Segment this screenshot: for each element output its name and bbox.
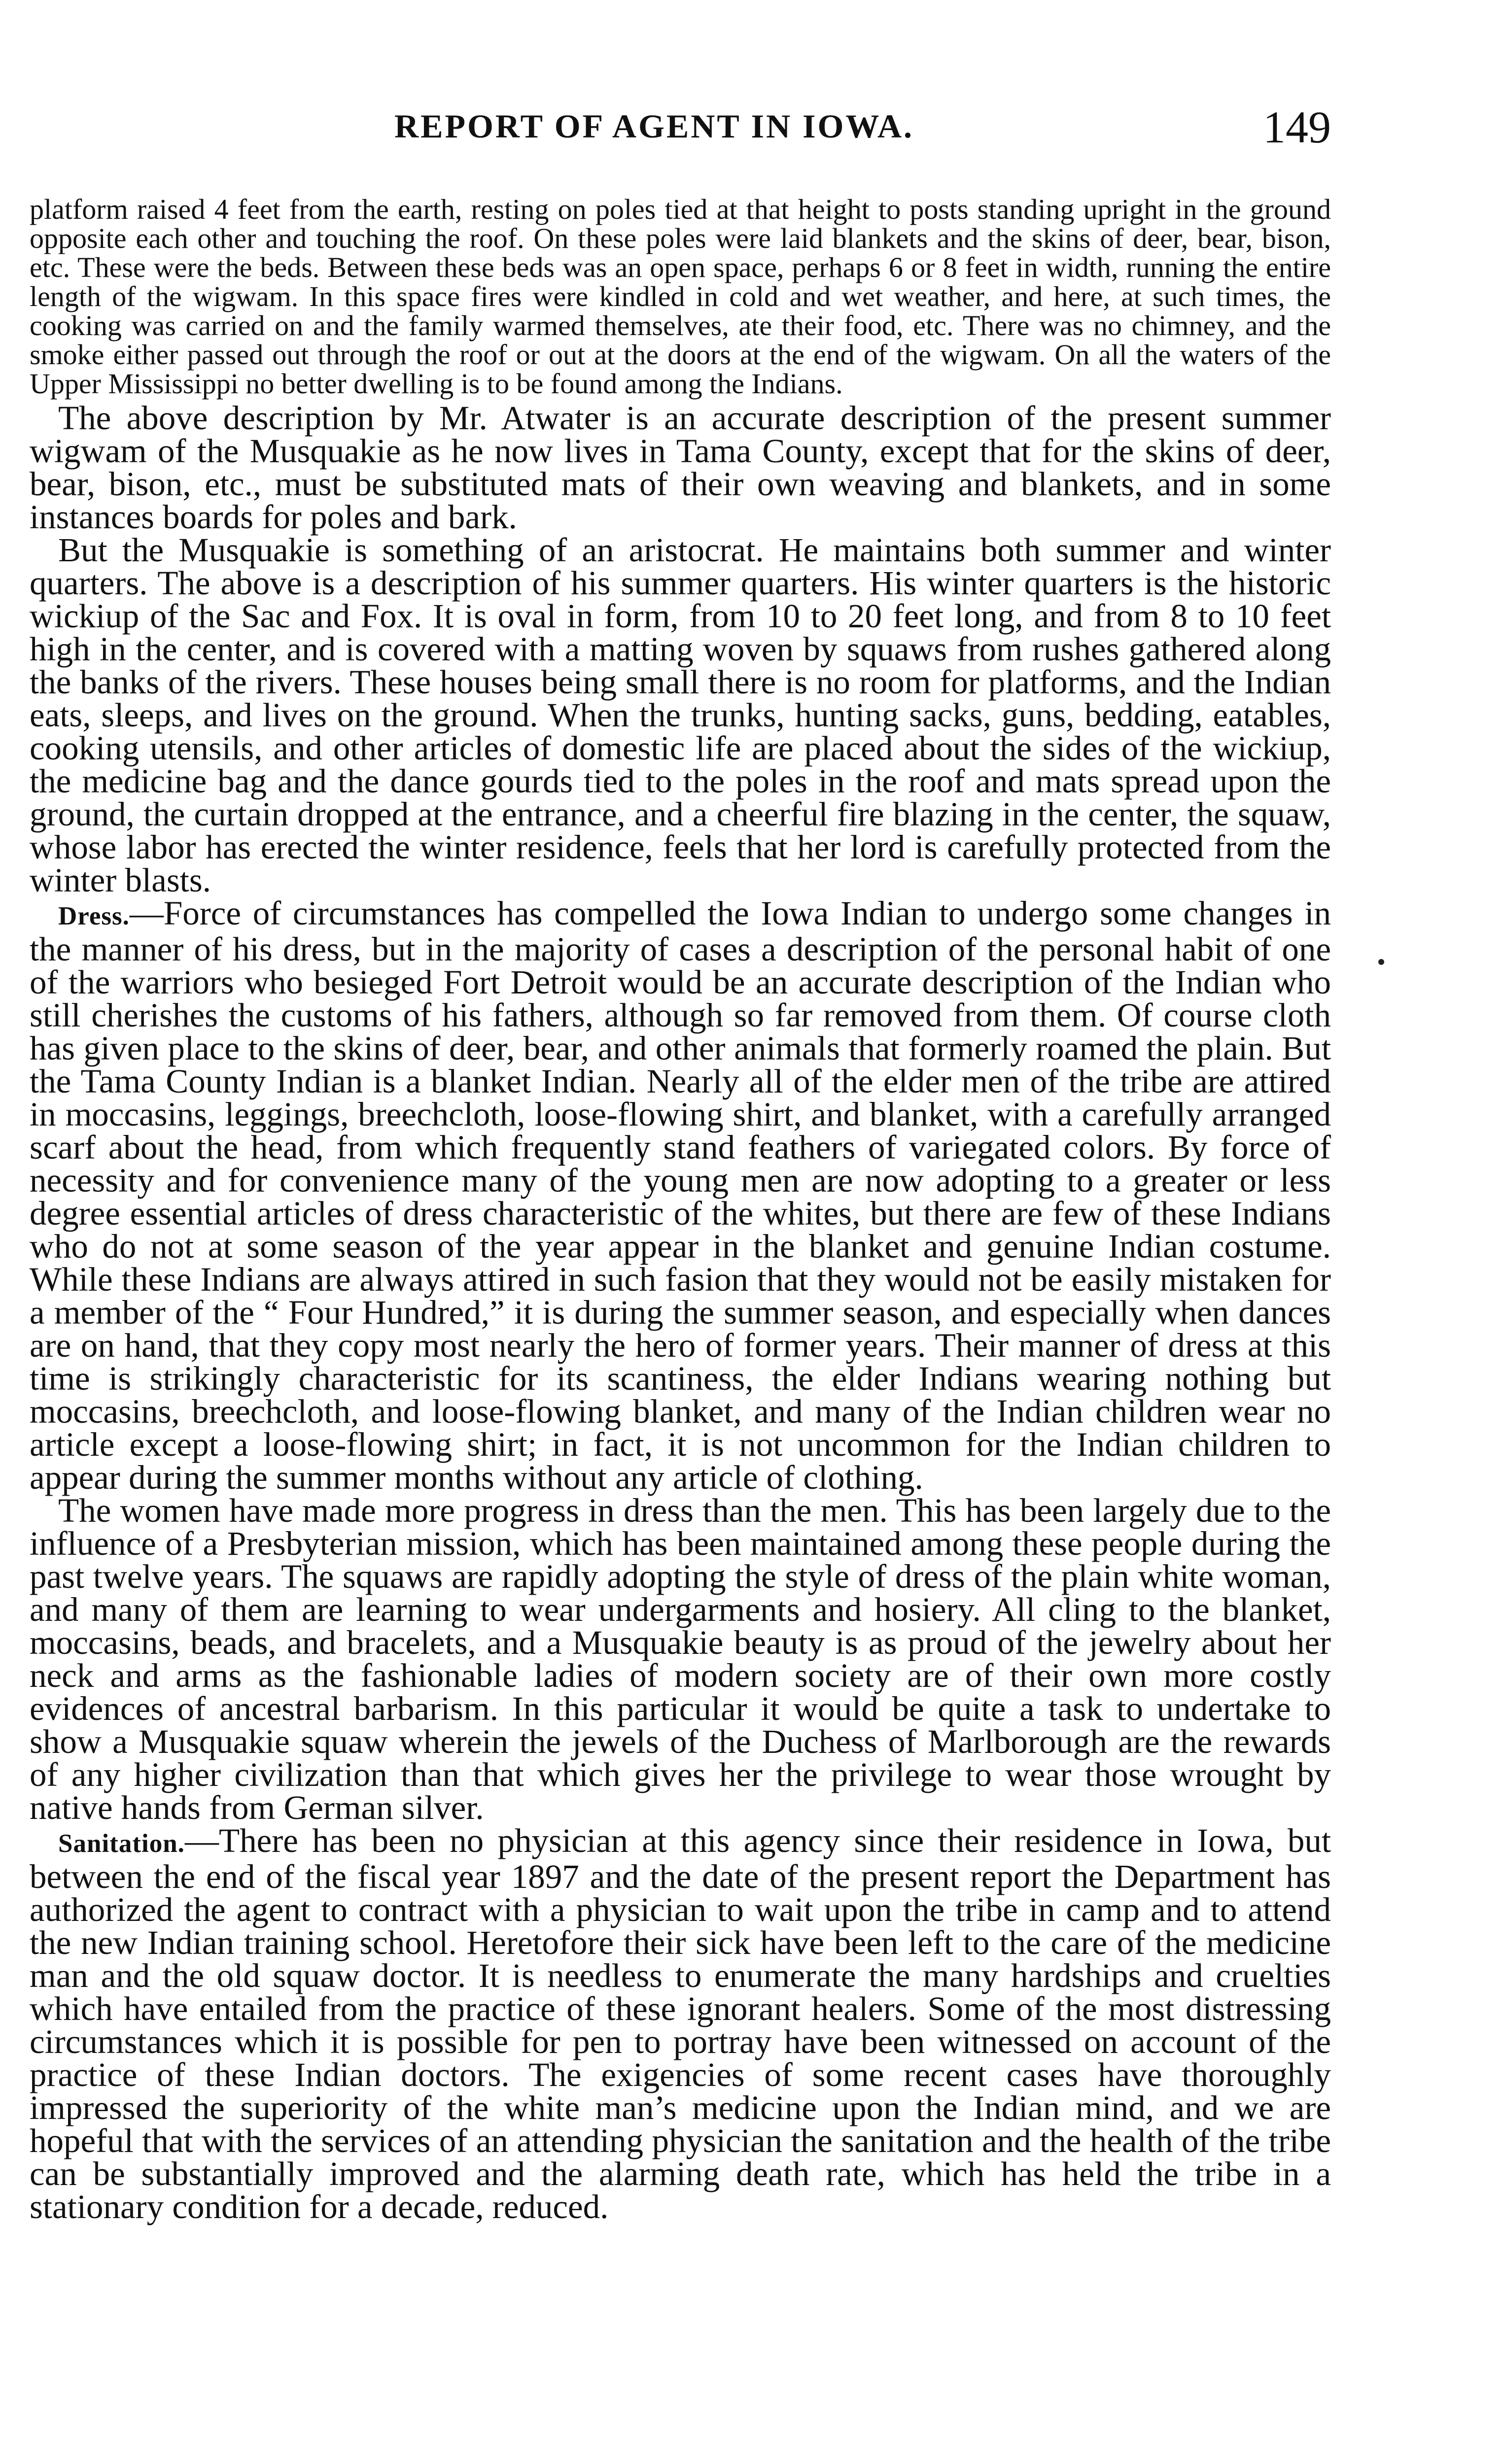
paragraph-dress-text: —Force of circumstances has compelled the Iowa Indian to undergo some changes in the manner of his dress, but in the majority of cases a description of the personal habit of one of the warriors who besieged Fort Detroit would be an accurate description of the Indian who still cherishes the customs of his fathers, although so far removed from them. Of course cloth has given place to the skins of deer, bear, and other animals that formerly roamed the plain. But the Tama County Indian is a blanket Indian. Nearly all of the elder men of the tribe are attired in moccasins, leggings, breechcloth, loose-flowing shirt, and blanket, with a carefully arranged scarf about the head, from which frequently stand feathers of variegated colors. By force of necessity and for convenience many of the young men are now adopting to a greater or less degree essential articles of dress characteristic of the whites, but there are few of these Indians who do not at some season of the year appear in the blanket and genuine Indian costume. While these Indians are always attired in such fasion that they would not be easily mistaken for a member of the “ Four Hundred,” it is during the summer season, and especially when dances are on hand, that they copy most nearly the hero of former years. Their manner of dress at this time is strikingly characteristic for its scantiness, the elder Indians wearing nothing but moccasins, breechcloth, and loose-flowing blanket, and many of the Indian children wear no article except a loose-flowing shirt; in fact, it is not uncommon for the Indian children to appear during the summer months without any article of clothing. xyxy=(30,894,1331,1496)
paragraph-dress xyxy=(30,894,1331,1496)
running-title: REPORT OF AGENT IN IOWA. xyxy=(394,107,914,145)
side-heading-dress: Dress. xyxy=(58,902,130,930)
quote-paragraph: platform raised 4 feet from the earth, resting on poles tied at that height to posts standing upright in the ground opposite each other and touching the roof. On these poles were laid blankets and the skins of deer, bear, bison, etc. These were the beds. Between these beds was an open space, perhaps 6 or 8 feet in width, running the entire length of the wigwam. In this space fires were kindled in cold and wet weather, and here, at such times, the cooking was carried on and the family warmed themselves, ate their food, etc. There was no chimney, and the smoke either passed out through the roof or out at the doors at the end of the wigwam. On all the waters of the Upper Mississippi no better dwelling is to be found among the Indians. xyxy=(30,193,1331,400)
running-head xyxy=(30,101,1331,160)
margin-dot xyxy=(1378,959,1384,965)
body-text xyxy=(30,399,1331,2225)
paragraph-womens-dress: The women have made more progress in dress than the men. This has been largely due to the influence of a Presbyterian mission, which has been maintained among these people during the past twelve years. The squaws are rapidly adopting the style of dress of the plain white woman, and many of them are learning to wear undergarments and hosiery. All cling to the blanket, moccasins, beads, and bracelets, and a Musquakie beauty is as proud of the jewelry about her neck and arms as the fashionable ladies of modern society are of their own more costly evidences of ancestral barbarism. In this particular it would be quite a task to undertake to show a Musquakie squaw wherein the jewels of the Duchess of Marlborough are the rewards of any higher civilization than that which gives her the privilege to wear those wrought by native hands from German silver. xyxy=(30,1492,1331,1826)
page-number: 149 xyxy=(1263,102,1331,152)
document-page xyxy=(30,0,1489,2464)
quoted-description xyxy=(30,195,1331,398)
paragraph-sanitation-text: —There has been no physician at this agency since their residence in Iowa, but between the end of the fiscal year 1897 and the date of the present report the Department has authorized the agent to contract with a physician to wait upon the tribe in camp and to attend the new Indian training school. Heretofore their sick have been left to the care of the medicine man and the old squaw doctor. It is needless to enumerate the many hardships and cruelties which have entailed from the practice of these ignorant healers. Some of the most distressing circumstances which it is possible for pen to portray have been witnessed on account of the practice of these Indian doctors. The exigencies of some recent cases have thoroughly impressed the superiority of the white man’s medicine upon the Indian mind, and we are hopeful that with the services of an attending physician the sanitation and the health of the tribe can be substantially improved and the alarming death rate, which has held the tribe in a stationary condition for a decade, reduced. xyxy=(30,1822,1331,2225)
paragraph-sanitation xyxy=(30,1824,1331,2224)
side-heading-sanitation: Sanitation. xyxy=(58,1829,185,1858)
paragraph-winter-quarters: But the Musquakie is something of an aristocrat. He maintains both summer and winter quarters. The above is a description of his summer quarters. His winter quarters is the historic wickiup of the Sac and Fox. It is oval in form, from 10 to 20 feet long, and from 8 to 10 feet high in the center, and is covered with a matting woven by squaws from rushes gathered along the banks of the rivers. These houses being small there is no room for platforms, and the Indian eats, sleeps, and lives on the ground. When the trunks, hunting sacks, guns, bedding, eatables, cooking utensils, and other articles of domestic life are placed about the sides of the wickiup, the medicine bag and the dance gourds tied to the poles in the roof and mats spread upon the ground, the curtain dropped at the entrance, and a cheerful fire blazing in the center, the squaw, whose labor has erected the winter residence, feels that her lord is carefully protected from the winter blasts. xyxy=(30,531,1331,899)
paragraph-atwater-description: The above description by Mr. Atwater is an accurate description of the present summer wigwam of the Musquakie as he now lives in Tama County, except that for the skins of deer, bear, bison, etc., must be substituted mats of their own weaving and blankets, and in some instances boards for poles and bark. xyxy=(30,399,1331,536)
